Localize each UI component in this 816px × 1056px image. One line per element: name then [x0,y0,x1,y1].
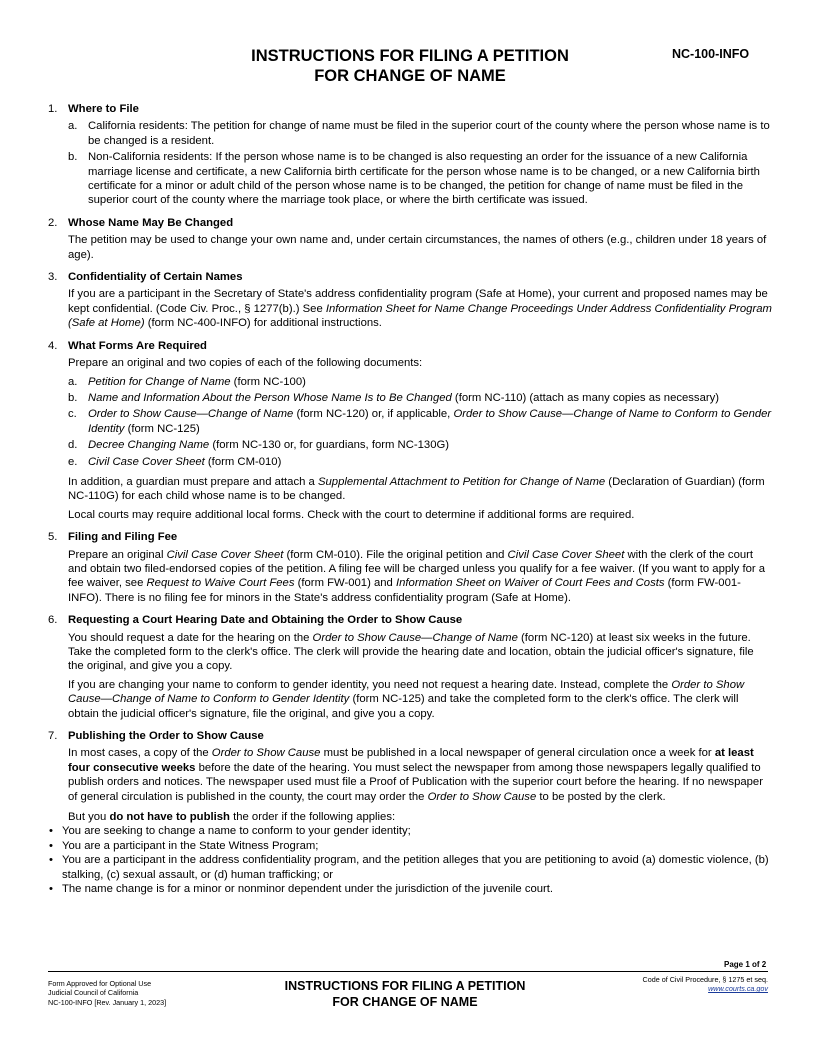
bullet-icon: • [49,825,53,838]
section-heading: Where to File [68,103,139,115]
form-title: Information Sheet for Name Change Proceedings Under Address Confidentiality Program (Safe at Home) [68,302,772,330]
form-title: Request to Waive Court Fees [146,577,295,590]
text-run: (form NC-125) and take the completed form to the clerk's office. The clerk will obtain the judicial officer's signature, file the original, and give you a copy. [68,693,739,720]
emphasis: at least four consecutive weeks [68,747,754,774]
text-run: (form NC-120) or, if applicable, [293,408,454,421]
emphasis: do not have to publish [109,811,230,824]
text-run: (form NC-125) [124,422,200,435]
text-run: (Declaration of Guardian) (form NC-110G) for each child whose name is to be changed. [68,475,765,503]
footer-approval: Form Approved for Optional Use [48,979,152,988]
item-label: d. [68,439,78,452]
section-number: 7. [48,730,58,743]
text-run: If you are a participant in the Secretary of State's address confidentiality program (Safe at Home), your current and proposed names may be kept confidential. (Code Civ. Proc., § 1277(b).) See [68,288,768,315]
item-text: California residents: The petition for change of name must be filed in the superior court of the county where the person whose name is to be changed is a resident. [88,120,770,147]
form-title: Order to Show Cause—Change of Name to Conform to Gender Identity [68,678,745,706]
paragraph [68,287,772,330]
text-run: (form NC-130 or, for guardians, form NC-130G) [209,439,450,452]
form-title: Decree Changing Name [88,439,210,452]
section-7 [48,729,772,824]
footer-title-line-2: FOR CHANGE OF NAME [332,995,478,1009]
list-item [68,438,772,452]
text-run: (form CM-010). File the original petition and [283,548,508,561]
bullet-item [48,824,772,838]
text-run: (form FW-001-INFO). There is no filing fee for minors in the State's address confidentiality program (Safe at Home). [68,577,741,604]
list-item [68,391,772,405]
section-2 [48,216,772,262]
text-run: before the date of the hearing. You must select the newspaper from among those newspapers legally qualified to publish orders and notices. The newspaper used must file a Proof of Publication with the superior court before the hearing. If no newspaper of general circulation is published in the county, the court may order the [68,761,763,803]
section-number: 5. [48,531,58,544]
paragraph: Prepare an original and two copies of each of the following documents: [68,357,423,370]
form-title: Order to Show Cause [211,747,321,760]
item-label: c. [68,408,77,421]
section-heading: Confidentiality of Certain Names [68,271,243,284]
text-run: If you are changing your name to conform to gender identity, you need not request a hearing date. Instead, complete the [68,678,672,691]
paragraph: Local courts may require additional local forms. Check with the court to determine if additional forms are required. [68,508,635,521]
list-item [68,119,772,148]
bullet-icon: • [49,839,53,852]
text-run: In most cases, a copy of the [68,747,212,760]
section-number: 3. [48,271,58,284]
section-5 [48,530,772,605]
paragraph [68,810,772,824]
form-title: Petition for Change of Name [88,375,231,388]
section-6 [48,613,772,721]
text-run: (form CM-010) [204,455,282,468]
bullet-text: The name change is for a minor or nonminor dependent under the jurisdiction of the juvenile court. [62,883,554,896]
document-title [200,46,620,86]
text-run: (form NC-120) at least six weeks in the future. Take the completed form to the clerk's office. The clerk will provide the hearing date and location, obtain the judicial officer's signature, file the original, and give you a copy. [68,631,754,673]
list-item [68,150,772,208]
paragraph [68,678,772,721]
paragraph [68,631,772,674]
paragraph [68,746,772,804]
bullet-text: You are a participant in the address confidentiality program, and the petition alleges that you are petitioning to avoid (a) domestic violence, (b) stalking, (c) sexual assault, or (d) human trafficking; or [62,854,769,881]
form-title: Civil Case Cover Sheet [88,455,205,468]
courts-website-link[interactable]: www.courts.ca.gov [708,984,768,994]
footer-right [560,975,768,994]
instructions-body [48,102,772,897]
text-run: (form FW-001) and [294,577,396,590]
bullet-icon: • [49,883,53,896]
section-3 [48,270,772,331]
section-heading: Filing and Filing Fee [68,531,178,544]
item-label: b. [68,391,78,404]
section-number: 2. [48,216,58,229]
section-heading: Requesting a Court Hearing Date and Obtaining the Order to Show Cause [68,614,463,627]
section-4 [48,339,772,522]
form-title: Civil Case Cover Sheet [166,548,284,561]
page-number: Page 1 of 2 [724,960,767,969]
section-number: 6. [48,614,58,627]
text-run: In addition, a guardian must prepare and attach a [68,475,318,488]
paragraph [68,475,772,504]
bullet-text: You are a participant in the State Witness Program; [62,839,319,852]
bullet-item [48,882,772,896]
bullet-item [48,853,772,882]
bullet-list [48,824,772,896]
footer-title-line-1: INSTRUCTIONS FOR FILING A PETITION [284,979,526,993]
paragraph: The petition may be used to change your own name and, under certain circumstances, the names of others (e.g., children under 18 years of age). [68,234,767,261]
paragraph [68,548,772,606]
text-run: to be posted by the clerk. [536,790,666,803]
footer-council: Judicial Council of California [48,988,139,998]
form-number: NC-100-INFO [672,47,750,61]
text-run: Prepare an original [68,548,167,561]
bullet-item [48,839,772,853]
text-run: must be published in a local newspaper of general circulation once a week for [320,747,715,760]
section-number: 1. [48,103,58,115]
section-heading: Whose Name May Be Changed [68,216,234,229]
section-heading: What Forms Are Required [68,339,207,352]
form-title: Supplemental Attachment to Petition for Change of Name [317,475,606,488]
item-label: a. [68,375,78,388]
text-run: (form NC-110) (attach as many copies as necessary) [451,391,720,404]
bullet-text: You are seeking to change a name to conform to your gender identity; [62,825,411,838]
form-title: Civil Case Cover Sheet [507,548,625,561]
footer-revision: NC-100-INFO [Rev. January 1, 2023] [48,997,167,1007]
footer-title [255,978,555,1010]
text-run: with the clerk of the court and obtain two filed-endorsed copies of the petition. A filing fee will be charged unless you qualify for a fee waiver. (If you want to apply for a fee waiver, see [68,548,766,590]
title-line-1: INSTRUCTIONS FOR FILING A PETITION [251,47,569,65]
list-item [68,455,772,469]
footer-left [48,979,166,1007]
footer-citation: Code of Civil Procedure, § 1275 et seq. [642,975,768,984]
title-line-2: FOR CHANGE OF NAME [314,67,506,85]
item-label: b. [68,151,78,164]
section-1 [48,102,772,208]
form-title: Name and Information About the Person Whose Name Is to Be Changed [88,391,452,404]
text-run: (form NC-400-INFO) for additional instructions. [144,317,382,330]
section-heading: Publishing the Order to Show Cause [68,730,264,743]
form-title: Information Sheet on Waiver of Court Fees and Costs [395,577,665,590]
bullet-icon: • [49,854,53,867]
text-run: the order if the following applies: [229,811,396,824]
text-run: (form NC-100) [230,375,306,388]
item-label: e. [68,455,78,468]
list-item [68,407,772,436]
form-title: Order to Show Cause—Change of Name to Conform to Gender Identity [88,408,772,435]
item-label: a. [68,120,78,133]
list-item [68,375,772,389]
text-run: But you [68,811,110,824]
item-text: Non-California residents: If the person whose name is to be changed is also requesting an order for the issuance of a new California marriage license and certificate, a new California birth certificate for the person whose name is to be changed, or a new California birth certificate for a minor or adult child of the person whose name is to be changed, the petition for change of name must be filed in the superior court of the county where the marriage took place, or where the birth certificate was issued. [88,151,760,207]
form-title: Order to Show Cause [427,790,537,803]
section-number: 4. [48,339,58,352]
text-run: You should request a date for the hearing on the [68,631,313,644]
footer-divider [48,971,768,972]
form-title: Order to Show Cause—Change of Name [88,408,294,421]
form-title: Order to Show Cause—Change of Name [312,631,518,644]
